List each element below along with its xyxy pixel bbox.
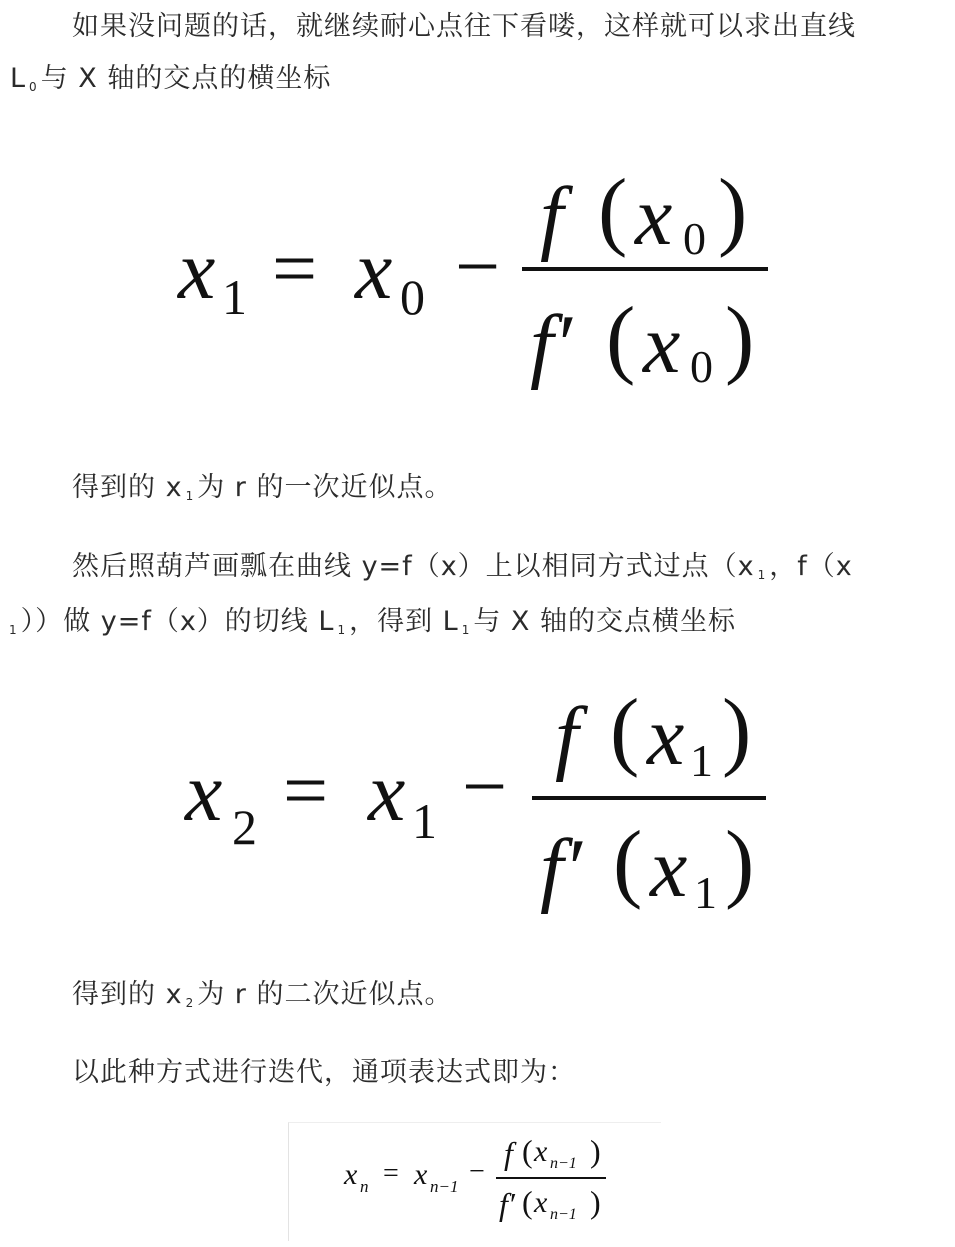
formula-numerator-var: x xyxy=(534,1135,548,1168)
iteration-text: 以此种方式进行迭代，通项表达式即为： xyxy=(72,1057,576,1088)
tangent-text-b: ，f（x xyxy=(769,551,853,582)
tangent-subscript-b: 1 xyxy=(9,623,18,637)
formula-rhs-sub: 1 xyxy=(412,793,437,849)
formula-denominator-func: f′ xyxy=(530,298,572,391)
formula-numerator-close: ) xyxy=(718,162,748,259)
formula-rhs-var: x xyxy=(355,224,393,317)
formula-lhs-sub: n xyxy=(360,1177,369,1196)
formula-lhs-var: x xyxy=(185,746,223,839)
formula-lhs-var: x xyxy=(344,1158,358,1191)
formula-denominator-close: ) xyxy=(590,1184,601,1220)
formula-numerator-var: x xyxy=(635,170,673,263)
formula-rhs-sub: n−1 xyxy=(430,1177,459,1196)
formula-denominator-close: ) xyxy=(725,814,755,911)
formula-denominator-var: x xyxy=(650,822,688,915)
intro-text: 如果没问题的话，就继续耐心点往下看喽，这样就可以求出直线 xyxy=(72,11,856,42)
second-approx-prefix: 得到的 x xyxy=(72,979,183,1010)
formula-minus: − xyxy=(462,743,508,831)
formula-fraction-bar xyxy=(496,1177,606,1179)
formula-denominator-func: f′ xyxy=(540,822,582,915)
formula-equals: = xyxy=(383,1158,399,1189)
formula-numerator-func: f xyxy=(504,1135,513,1171)
formula-numerator-open: ( xyxy=(598,162,628,259)
intro-text-suffix: 与 X 轴的交点的横坐标 xyxy=(40,63,332,94)
second-approx-subscript: 2 xyxy=(185,996,195,1010)
formula-numerator-close: ) xyxy=(590,1133,601,1169)
formula-denominator-var: x xyxy=(534,1186,548,1219)
formula-lhs-sub: 2 xyxy=(232,799,257,855)
formula-denominator-open: ( xyxy=(606,290,636,387)
formula-equals: = xyxy=(283,747,329,835)
formula-denominator-sub: 1 xyxy=(694,867,717,918)
formula-numerator-open: ( xyxy=(610,682,640,779)
tangent-text-c: ））做 y=f（x）的切线 L xyxy=(20,606,335,637)
first-approx-subscript: 1 xyxy=(185,489,195,503)
formula-numerator-var: x xyxy=(647,690,685,783)
formula-lhs-sub: 1 xyxy=(222,269,247,325)
formula-lhs-var: x xyxy=(178,224,216,317)
formula-denominator-close: ) xyxy=(725,290,755,387)
tangent-text-e: 与 X 轴的交点横坐标 xyxy=(473,606,737,637)
second-approx-suffix: 为 r 的二次近似点。 xyxy=(197,979,453,1010)
formula-rhs-sub: 0 xyxy=(400,269,425,325)
formula-denominator-var: x xyxy=(643,298,681,391)
formula-numerator-func: f xyxy=(540,170,564,263)
formula-rhs-var: x xyxy=(414,1158,428,1191)
formula-equals: = xyxy=(272,225,318,313)
tangent-subscript-d: 1 xyxy=(461,623,471,637)
formula-numerator-func: f xyxy=(555,690,579,783)
formula-minus: − xyxy=(469,1156,485,1187)
formula-denominator-open: ( xyxy=(613,814,643,911)
line-label-subscript: 0 xyxy=(29,80,38,94)
first-approx-prefix: 得到的 x xyxy=(72,472,183,503)
formula-numerator-sub: n−1 xyxy=(550,1155,577,1172)
formula-minus: − xyxy=(455,223,501,311)
line-label: L xyxy=(10,63,27,94)
formula-numerator-open: ( xyxy=(522,1133,533,1169)
formula-denominator-sub: 0 xyxy=(690,341,713,392)
formula-denominator-open: ( xyxy=(522,1184,533,1220)
formula-denominator-func: f′ xyxy=(499,1186,515,1222)
formula-rhs-var: x xyxy=(368,746,406,839)
formula-numerator-sub: 0 xyxy=(683,213,706,264)
tangent-text-d: ，得到 L xyxy=(349,606,459,637)
formula-numerator-sub: 1 xyxy=(690,735,713,786)
tangent-subscript-c: 1 xyxy=(337,623,347,637)
tangent-subscript-a: 1 xyxy=(757,568,767,582)
first-approx-suffix: 为 r 的一次近似点。 xyxy=(197,472,453,503)
formula-denominator-sub: n−1 xyxy=(550,1206,577,1223)
formula-numerator-close: ) xyxy=(722,682,752,779)
tangent-text-a: 然后照葫芦画瓢在曲线 y=f（x）上以相同方式过点（x xyxy=(72,551,755,582)
